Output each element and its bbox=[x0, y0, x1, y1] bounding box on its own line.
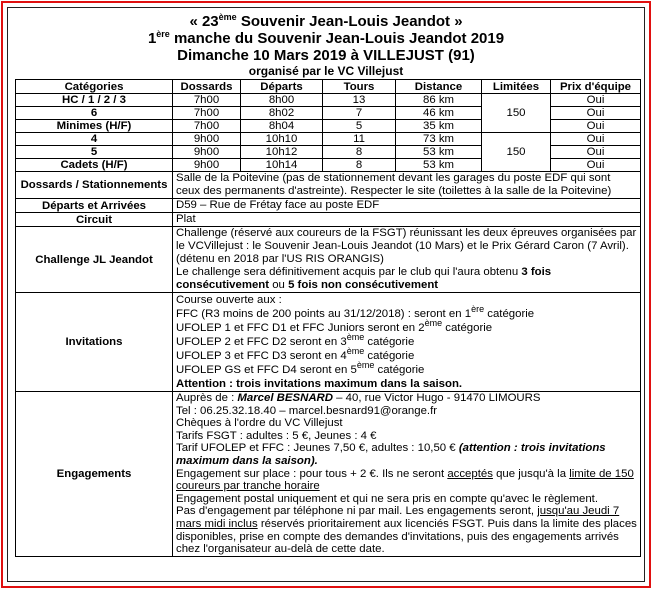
distance-cell: 86 km bbox=[396, 94, 482, 107]
prix-cell: Oui bbox=[551, 133, 641, 146]
departs-cell: 8h00 bbox=[241, 94, 323, 107]
invitation-line: FFC (R3 moins de 200 points au 31/12/2018) : seront en 1ère catégorie bbox=[176, 304, 535, 320]
circuit-label: Circuit bbox=[16, 213, 173, 227]
col-header-prix-equipe: Prix d'équipe bbox=[551, 80, 641, 94]
col-header-distance: Distance bbox=[396, 80, 482, 94]
engagement-priority: Pas d'engagement par téléphone ni par mail. Les engagements seront, jusqu'au Jeudi 7 mars midi inclus réservés prioritairement aux licenciés FSGT. Puis dans la limite des places disponibles, prise en compte des demandes d'invitations, puis des engagements arrivés chez l'organisateur au-delà de cette date. bbox=[176, 505, 637, 556]
category-cell: HC / 1 / 2 / 3 bbox=[16, 94, 173, 107]
category-cell: 6 bbox=[16, 107, 173, 120]
departs-cell: 8h02 bbox=[241, 107, 323, 120]
col-header-categories: Catégories bbox=[16, 80, 173, 94]
invitations-label: Invitations bbox=[16, 293, 173, 392]
invitation-line: UFOLEP 2 et FFC D2 seront en 3ème catégorie bbox=[176, 332, 415, 348]
organizer-line: organisé par le VC Villejust bbox=[248, 64, 404, 78]
tours-cell: 8 bbox=[323, 159, 396, 172]
prix-cell: Oui bbox=[551, 107, 641, 120]
document-border bbox=[7, 7, 645, 582]
title-line-2: 1ère manche du Souvenir Jean-Louis Jeandot 2019 bbox=[147, 29, 505, 47]
prix-cell: Oui bbox=[551, 146, 641, 159]
invitation-warning: Attention : trois invitations maximum dans la saison. bbox=[176, 378, 463, 390]
category-cell: 4 bbox=[16, 133, 173, 146]
engagement-contact: Tel : 06.25.32.18.40 – marcel.besnard91@orange.fr bbox=[176, 404, 438, 417]
table-row bbox=[16, 94, 641, 107]
tours-cell: 13 bbox=[323, 94, 396, 107]
invitation-line: UFOLEP GS et FFC D4 seront en 5ème catégorie bbox=[176, 360, 425, 376]
challenge-text bbox=[173, 227, 641, 293]
prix-cell: Oui bbox=[551, 159, 641, 172]
distance-cell: 53 km bbox=[396, 159, 482, 172]
info-row-engagements bbox=[16, 392, 641, 557]
departs-cell: 10h12 bbox=[241, 146, 323, 159]
dossards-cell: 7h00 bbox=[173, 120, 241, 133]
invitation-line: UFOLEP 3 et FFC D3 seront en 4ème catégorie bbox=[176, 346, 415, 362]
engagements-text bbox=[173, 392, 641, 557]
distance-cell: 46 km bbox=[396, 107, 482, 120]
engagement-postal: Engagement postal uniquement et qui ne sera pris en compte qu'avec le règlement. bbox=[176, 492, 598, 505]
engagement-tarif-ufolep: Tarif UFOLEP et FFC : Jeunes 7,50 €, adultes : 10,50 € (attention : trois invitations maximum dans la saison). bbox=[176, 442, 606, 467]
outer-red-frame bbox=[1, 1, 651, 588]
departs-text: D59 – Rue de Frétay face au poste EDF bbox=[173, 199, 641, 213]
departs-cell: 10h10 bbox=[241, 133, 323, 146]
title-line-1: « 23ème Souvenir Jean-Louis Jeandot » bbox=[189, 12, 463, 30]
info-row-dossards bbox=[16, 172, 641, 199]
dossards-cell: 9h00 bbox=[173, 159, 241, 172]
engagement-cheques: Chèques à l'ordre du VC Villejust bbox=[176, 417, 343, 430]
dossards-cell: 7h00 bbox=[173, 107, 241, 120]
prix-cell: Oui bbox=[551, 94, 641, 107]
distance-cell: 73 km bbox=[396, 133, 482, 146]
title-line-3: Dimanche 10 Mars 2019 à VILLEJUST (91) bbox=[177, 47, 475, 64]
info-row-invitations bbox=[16, 293, 641, 392]
race-table bbox=[15, 79, 641, 557]
category-cell: Minimes (H/F) bbox=[16, 120, 173, 133]
limit-cell: 150 bbox=[482, 133, 551, 172]
invitation-line: UFOLEP 1 et FFC D1 et FFC Juniors seront en 2ème catégorie bbox=[176, 318, 493, 334]
col-header-tours: Tours bbox=[323, 80, 396, 94]
category-cell: Cadets (H/F) bbox=[16, 159, 173, 172]
tours-cell: 5 bbox=[323, 120, 396, 133]
challenge-paragraph: Challenge (réservé aux coureurs de la FSGT) réunissant les deux épreuves organisées par le VCVillejust : le Souvenir Jean-Louis Jeandot (10 Mars) et le Prix Gérard Caron (7 Avril). (détenu en 2018 par l'US RIS ORANGIS) bbox=[176, 227, 637, 265]
invitation-line: Course ouverte aux : bbox=[176, 294, 282, 306]
info-row-circuit bbox=[16, 213, 641, 227]
tours-cell: 8 bbox=[323, 146, 396, 159]
prix-cell: Oui bbox=[551, 120, 641, 133]
dossards-cell: 7h00 bbox=[173, 94, 241, 107]
engagement-address: Auprès de : Marcel BESNARD – 40, rue Victor Hugo - 91470 LIMOURS bbox=[176, 392, 541, 404]
departs-label: Départs et Arrivées bbox=[16, 199, 173, 213]
limit-cell: 150 bbox=[482, 94, 551, 133]
invitations-text bbox=[173, 293, 641, 392]
tours-cell: 11 bbox=[323, 133, 396, 146]
table-row bbox=[16, 133, 641, 146]
distance-cell: 35 km bbox=[396, 120, 482, 133]
departs-cell: 8h04 bbox=[241, 120, 323, 133]
distance-cell: 53 km bbox=[396, 146, 482, 159]
engagement-tarif-fsgt: Tarifs FSGT : adultes : 5 €, Jeunes : 4 € bbox=[176, 429, 377, 442]
category-cell: 5 bbox=[16, 146, 173, 159]
info-row-departs bbox=[16, 199, 641, 213]
dossards-label: Dossards / Stationnements bbox=[16, 172, 173, 199]
engagements-label: Engagements bbox=[16, 392, 173, 557]
tours-cell: 7 bbox=[323, 107, 396, 120]
circuit-text: Plat bbox=[173, 213, 641, 227]
challenge-label: Challenge JL Jeandot bbox=[16, 227, 173, 293]
col-header-dossards: Dossards bbox=[173, 80, 241, 94]
col-header-limitees: Limitées bbox=[482, 80, 551, 94]
challenge-rule: Le challenge sera définitivement acquis par le club qui l'aura obtenu 3 fois consécutivement ou 5 fois non consécutivement bbox=[176, 266, 552, 291]
dossards-cell: 9h00 bbox=[173, 146, 241, 159]
col-header-departs: Départs bbox=[241, 80, 323, 94]
dossards-text: Salle de la Poitevine (pas de stationnement devant les garages du poste EDF qui sont ceux des permanents d'astreinte). Respecter le site (toilettes à la salle de la Poitevine) bbox=[173, 172, 641, 199]
info-row-challenge bbox=[16, 227, 641, 293]
dossards-cell: 9h00 bbox=[173, 133, 241, 146]
table-header-row bbox=[16, 80, 641, 94]
departs-cell: 10h14 bbox=[241, 159, 323, 172]
engagement-sur-place: Engagement sur place : pour tous + 2 €. Ils ne seront acceptés que jusqu'à la limite de 150 coureurs par tranche horaire bbox=[176, 467, 634, 493]
